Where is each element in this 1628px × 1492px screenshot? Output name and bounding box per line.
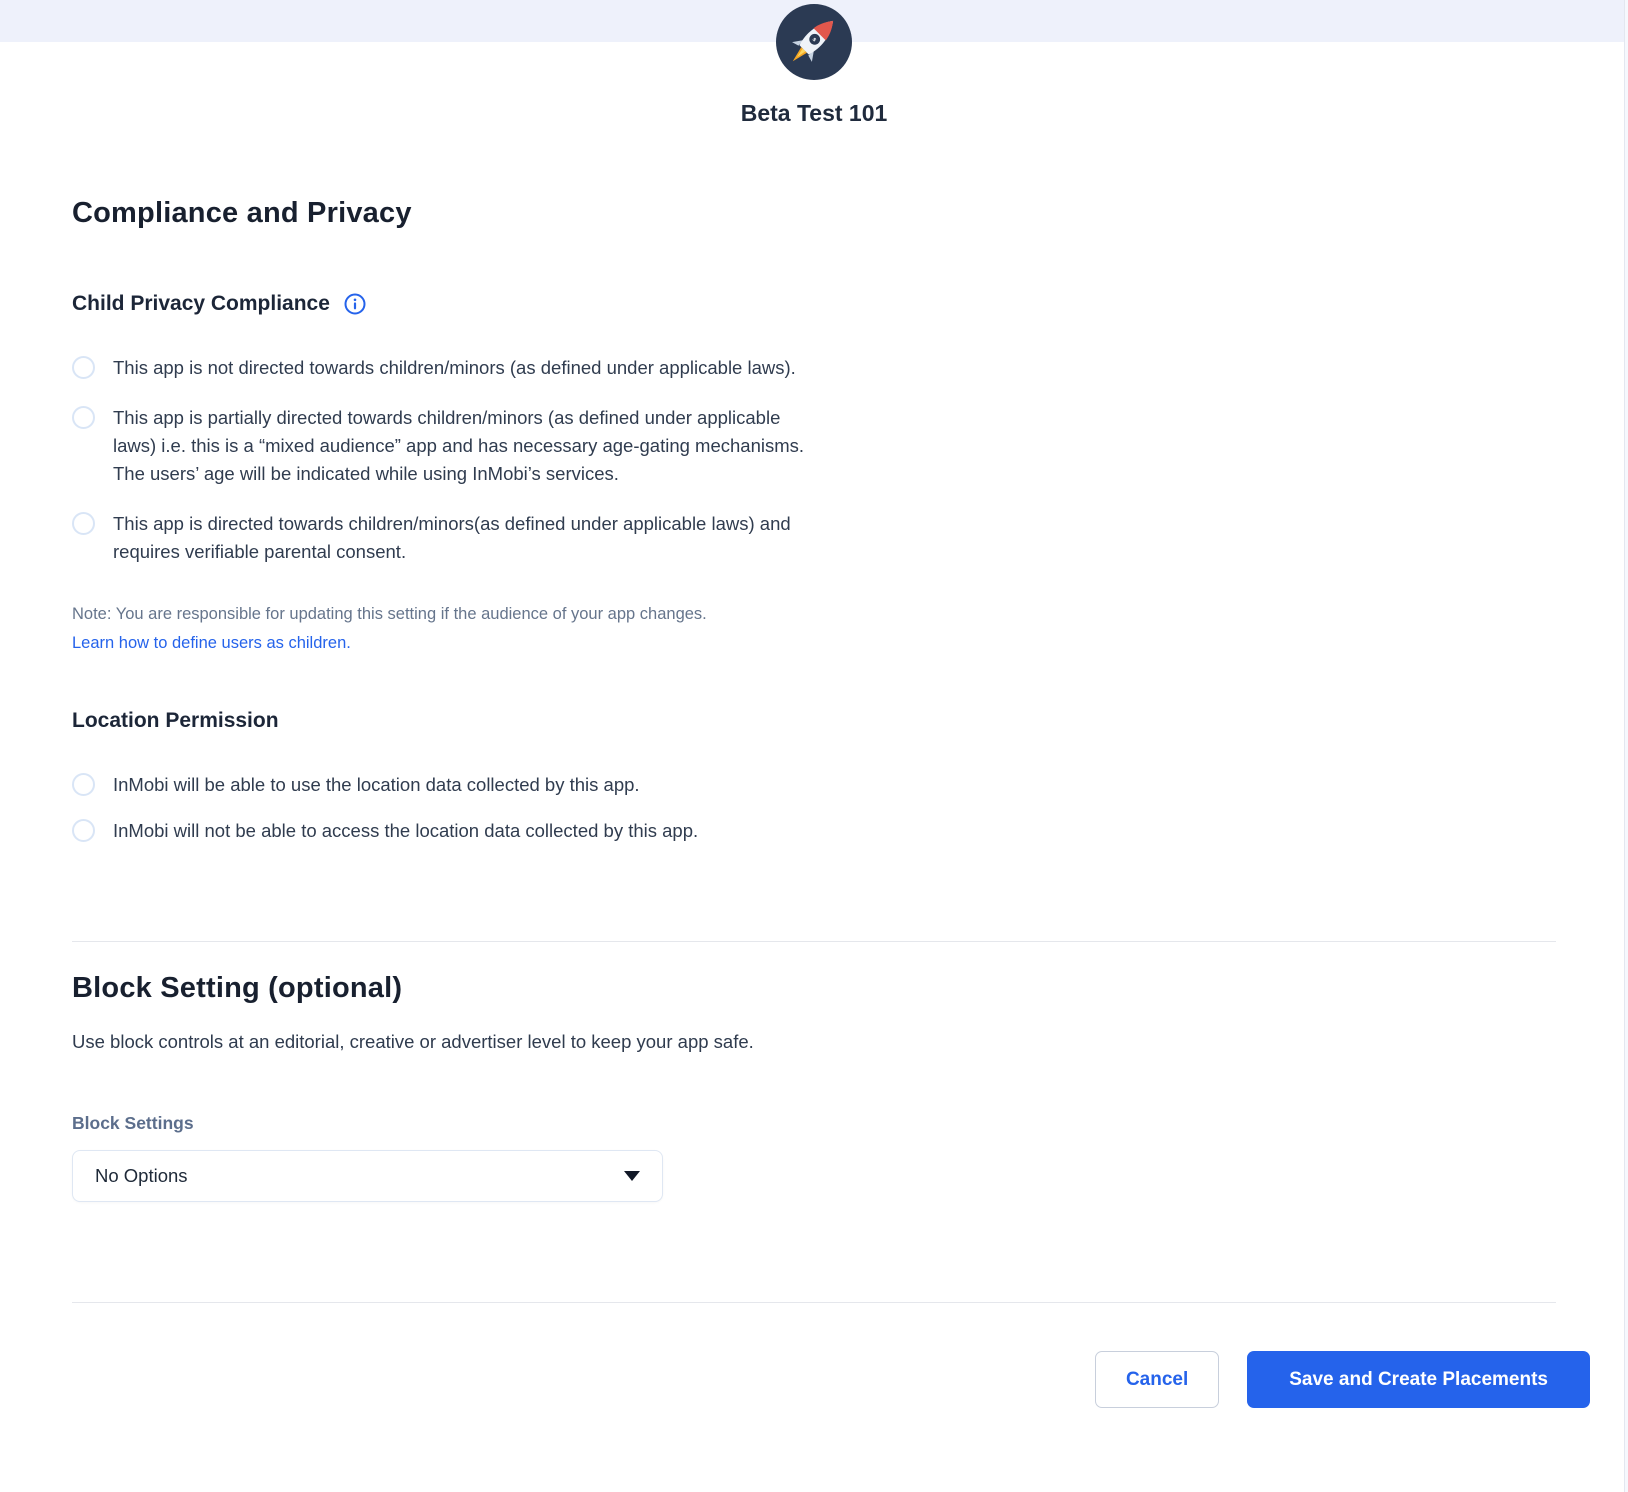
radio-option-label: This app is partially directed towards children/minors (as defined under applicable laws) i.e. this is a “mixed audience” app and has necessary age-gating mechanisms. The users’ age will be indicated while using InMobi’s services. bbox=[113, 407, 805, 484]
app-avatar bbox=[776, 4, 852, 80]
dropdown-selected-value: No Options bbox=[95, 1165, 188, 1186]
save-and-create-placements-button[interactable]: Save and Create Placements bbox=[1247, 1351, 1590, 1408]
radio-option-label: This app is not directed towards children/minors (as defined under applicable laws). bbox=[113, 357, 796, 378]
scrollbar-gutter[interactable] bbox=[1624, 0, 1628, 1492]
location-permission-title: Location Permission bbox=[72, 709, 279, 732]
radio-button-icon[interactable] bbox=[72, 356, 95, 379]
radio-button-icon[interactable] bbox=[72, 512, 95, 535]
radio-option[interactable] bbox=[72, 817, 1556, 845]
radio-option[interactable] bbox=[72, 510, 1556, 566]
info-icon[interactable] bbox=[344, 293, 366, 315]
caret-down-icon bbox=[624, 1171, 640, 1181]
app-title: Beta Test 101 bbox=[740, 100, 888, 126]
cancel-button[interactable]: Cancel bbox=[1095, 1351, 1219, 1408]
block-settings-dropdown[interactable] bbox=[72, 1150, 663, 1202]
radio-option-label: InMobi will not be able to access the location data collected by this app. bbox=[113, 820, 699, 841]
radio-option-label: This app is directed towards children/minors(as defined under applicable laws) and requires verifiable parental consent. bbox=[113, 513, 791, 562]
rocket-icon bbox=[788, 14, 840, 71]
block-setting-title: Block Setting (optional) bbox=[72, 972, 403, 1004]
app-header bbox=[0, 4, 1628, 127]
location-permission-options bbox=[72, 771, 1556, 845]
radio-option[interactable] bbox=[72, 354, 1556, 382]
footer-divider bbox=[72, 1302, 1556, 1303]
learn-more-link[interactable]: Learn how to define users as children. bbox=[72, 634, 351, 652]
block-settings-label: Block Settings bbox=[72, 1113, 194, 1133]
footer-actions bbox=[72, 1351, 1590, 1408]
radio-button-icon[interactable] bbox=[72, 773, 95, 796]
radio-option[interactable] bbox=[72, 404, 1556, 488]
child-privacy-options bbox=[72, 354, 1556, 566]
compliance-section-title: Compliance and Privacy bbox=[72, 197, 412, 229]
child-privacy-title: Child Privacy Compliance bbox=[72, 292, 1556, 316]
radio-option-label: InMobi will be able to use the location data collected by this app. bbox=[113, 774, 640, 795]
child-privacy-note: Note: You are responsible for updating this setting if the audience of your app changes. bbox=[72, 605, 707, 623]
radio-button-icon[interactable] bbox=[72, 406, 95, 429]
svg-text:s: s bbox=[810, 36, 818, 43]
block-setting-description: Use block controls at an editorial, creative or advertiser level to keep your app safe. bbox=[72, 1031, 754, 1052]
section-divider bbox=[72, 941, 1556, 942]
radio-option[interactable] bbox=[72, 771, 1556, 799]
radio-button-icon[interactable] bbox=[72, 819, 95, 842]
